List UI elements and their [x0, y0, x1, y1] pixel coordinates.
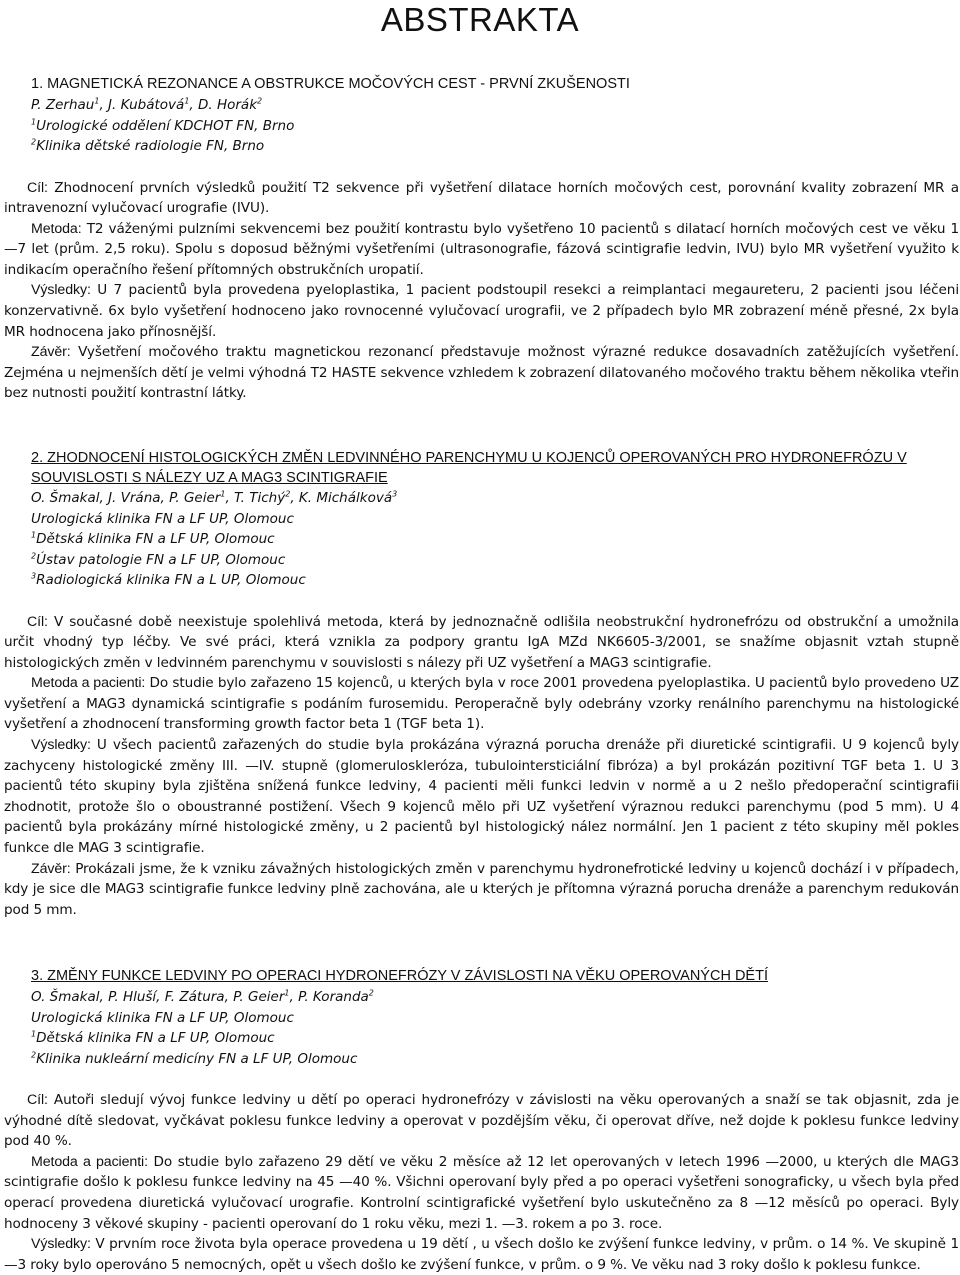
section-aim: Cíl: V současné době neexistuje spolehlivá metoda, která by jednoznačně odlišila neobstrukční hydronefrózu od obstrukční a umožnila určit vhodný typ léčby. Ve své práci, která vznikla za podpory grantu IgA MZd NK6605-3/2001, se snažíme objasnit vztah stupně histologických změn v ledvinném parenchymu v souvislosti s nálezy při UZ vyšetření a MAG3 scintigrafie.: [4, 613, 959, 671]
section-results: Výsledky: U všech pacientů zařazených do studie byla prokázána výrazná porucha drenáže při diuretické scintigrafii. U 9 kojenců byly zachyceny histologické změny III. —IV. stupně (glomeruloskleróza, tubulointersticiální fibróza) a byl prokázán pozitivní TGF beta 1. U 3 pacientů této skupiny byla zjištěna snížená funkce ledviny, 4 pacienti měli funkci ledvin v normě a u 2 nešlo předoperační scintigrafii zhodnotit, protože šlo o oboustranné postižení. Všech 9 kojenců mělo při UZ vyšetření výraznou redukci parenchymu (pod 5 mm). U 4 pacientů byla prokázány mírné histologické změny, u 2 pacientů byl histologický nález normální. Jen 1 pacient z této skupiny měl pokles funkce dle MAG 3 scintigrafie.: [4, 737, 959, 857]
section-label: Metoda:: [31, 220, 82, 237]
affiliation: Urologická klinika FN a LF UP, Olomouc: [31, 510, 294, 527]
section-label: Cíl:: [27, 1092, 48, 1108]
section-label: Metoda a pacienti:: [31, 675, 146, 692]
author-list: O. Šmakal, J. Vrána, P. Geier$^1$, T. Tichý$^2$, K. Michálková$^3$: [31, 489, 398, 506]
section-aim: Cíl: Autoři sledují vývoj funkce ledviny u dětí po operaci hydronefrózy v závislosti na věku operovaných a snaží se tak objasnit, zda je výhodné dítě sledovat, vyčkávat poklesu funkce ledviny a operovat v pozdějším věku, či operovat dříve, než dojde k poklesu funkce ledviny pod 40 %.: [4, 1092, 959, 1150]
page-title: ABSTRAKTA: [380, 1, 580, 38]
author-list: O. Šmakal, P. Hluší, F. Zátura, P. Geier$^1$, P. Koranda$^2$: [31, 988, 374, 1005]
section-results: Výsledky: V prvním roce života byla operace provedena u 19 dětí , u všech došlo ke zvýšení funkce ledviny, v prům. o 14 %. Ve skupině 1 —3 roky bylo operováno 5 nemocných, opět u všech došlo ke zvýšení funkce, v prům. o 9 %. Ve věku nad 3 roky došlo k poklesu funkce.: [4, 1236, 959, 1273]
affiliation: $^2$Ústav patologie FN a LF UP, Olomouc: [31, 551, 286, 568]
abstract-3: [4, 966, 959, 1275]
section-conclusion: Závěr: Prokázali jsme, že k vzniku závažných histologických změn v parenchymu hydronefrotické ledviny u kojenců dochází i v případech, kdy je sice dle MAG3 scintigrafie funkce ledviny plně zachována, ale u kterých je přítomna výrazná porucha drenáže a parenchym redukován pod 5 mm.: [4, 860, 959, 918]
section-method: Metoda a pacienti: Do studie bylo zařazeno 29 dětí ve věku 2 měsíce až 12 let operovaných v letech 1996 —2000, u kterých dle MAG3 scintigrafie došlo k poklesu funkce ledviny na 45 —40 %. Všichni operovaní byly před a po operaci vyšetřeni sonograficky, u všech byla před operací provedena diuretická vylučovací urografie. Kontrolní scintigrafické vyšetření bylo uskutečněno za 8 —12 měsíců po operaci. Byly hodnoceny 3 věkové skupiny - pacienti operovaní do 1 roku věku, mezi 1. —3. rokem a po 3. roce.: [4, 1153, 959, 1232]
section-label: Metoda a pacienti:: [31, 1153, 148, 1170]
abstract-title: 1. MAGNETICKÁ REZONANCE A OBSTRUKCE MOČOVÝCH CEST - PRVNÍ ZKUŠENOSTI: [31, 76, 630, 92]
section-method: Metoda a pacienti: Do studie bylo zařazeno 15 kojenců, u kterých byla v roce 2001 provedena pyeloplastika. U pacientů bylo provedeno UZ vyšetření a MAG3 dynamická scintigrafie s podáním furosemidu. Peroperačně byly odebrány vzorky renálního parenchymu na histologické vyšetření a zhodnocení transforming growth factor beta 1 (TGF beta 1).: [4, 675, 959, 733]
abstract-title: 3. ZMĚNY FUNKCE LEDVINY PO OPERACI HYDRONEFRÓZY V ZÁVISLOSTI NA VĚKU OPEROVANÝCH DĚTÍ: [31, 968, 768, 984]
section-aim: Cíl: Zhodnocení prvních výsledků použití T2 sekvence při vyšetření dilatace horních močových cest, porovnání kvality zobrazení MR a intravenozní vylučovací urografie (IVU).: [4, 179, 959, 217]
affiliation: $^3$Radiologická klinika FN a L UP, Olomouc: [31, 571, 306, 588]
section-label: Výsledky:: [31, 737, 91, 754]
affiliation: $^1$Dětská klinika FN a LF UP, Olomouc: [31, 530, 275, 547]
section-conclusion: Závěr: Vyšetření močového traktu magnetickou rezonancí představuje možnost výrazné redukce dosavadních zatěžujících vyšetření. Zejména u nejmenších dětí je velmi výhodná T2 HASTE sekvence vzhledem k zobrazení dilatovaného močového traktu během několika vteřin bez nutnosti použití kontrastní látky.: [4, 344, 959, 402]
section-method: Metoda: T2 váženými pulzními sekvencemi bez použití kontrastu bylo vyšetřeno 10 pacientů s dilatací horních močových cest ve věku 1 —7 let (prům. 2,5 roku). Spolu s doposud běžnými vyšetřeními (ultrasonografie, fázová scintigrafie ledvin, IVU) bylo MR vyšetření využito k indikacím operačního řešení přítomných obstrukčních uropatií.: [4, 220, 959, 278]
section-label: Závěr:: [31, 860, 71, 877]
section-label: Výsledky:: [31, 1236, 91, 1253]
abstract-title: 2. ZHODNOCENÍ HISTOLOGICKÝCH ZMĚN LEDVINNÉHO PARENCHYMU U KOJENCŮ OPEROVANÝCH PRO HYDRONEFRÓZU V SOUVISLOSTI S NÁLEZY UZ A MAG3 SCINTIGRAFIE: [31, 450, 907, 486]
section-label: Cíl:: [27, 179, 48, 196]
section-label: Výsledky:: [31, 282, 91, 299]
author-list: P. Zerhau$^1$, J. Kubátová$^1$, D. Horák$^2$: [31, 96, 263, 113]
abstract-2: [4, 448, 959, 920]
section-label: Závěr:: [31, 344, 71, 361]
affiliation: $^1$Urologické oddělení KDCHOT FN, Brno: [31, 117, 295, 134]
affiliation: Urologická klinika FN a LF UP, Olomouc: [31, 1009, 294, 1026]
affiliation: $^2$Klinika nukleární medicíny FN a LF UP, Olomouc: [31, 1050, 358, 1067]
affiliation: $^2$Klinika dětské radiologie FN, Brno: [31, 137, 265, 154]
abstract-1: [4, 74, 959, 404]
affiliation: $^1$Dětská klinika FN a LF UP, Olomouc: [31, 1029, 275, 1046]
section-label: Cíl:: [27, 613, 48, 630]
section-results: Výsledky: U 7 pacientů byla provedena pyeloplastika, 1 pacient podstoupil resekci a reimplantaci megaureteru, 2 pacienti jsou léčeni konzervativně. 6x bylo vyšetření hodnoceno jako rovnocenné vylučovací urografii, ve 2 případech bylo MR zobrazení méně přesné, 2x byla MR hodnocena jako přínosnější.: [4, 282, 959, 340]
